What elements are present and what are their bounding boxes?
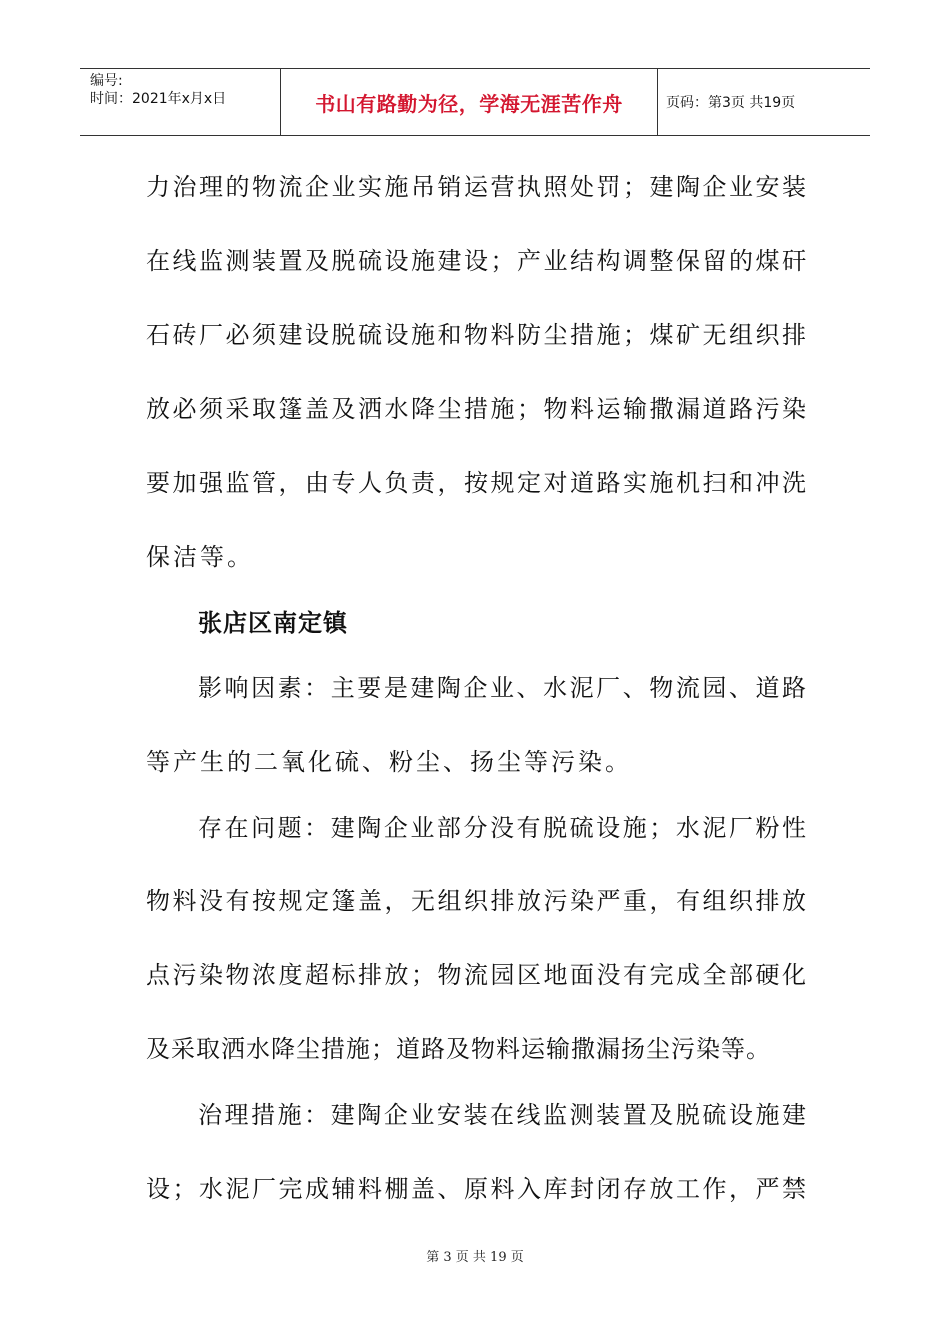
body-line: 保洁等。 [146,543,254,571]
page-footer: 第 3 页 共 19 页 [426,1250,524,1265]
body-line: 设；水泥厂完成辅料棚盖、原料入库封闭存放工作，严禁 [146,1175,806,1203]
body-line: 存在问题：建陶企业部分没有脱硫设施；水泥厂粉性 [198,814,806,842]
body-line: 力治理的物流企业实施吊销运营执照处罚；建陶企业安装 [146,173,806,201]
body-line: 石砖厂必须建设脱硫设施和物料防尘措施；煤矿无组织排 [146,321,806,349]
body-line: 等产生的二氧化硫、粉尘、扬尘等污染。 [146,748,632,776]
document-header [80,68,870,136]
body-line: 影响因素：主要是建陶企业、水泥厂、物流园、道路 [198,674,806,702]
body-line: 治理措施：建陶企业安装在线监测装置及脱硫设施建 [198,1101,806,1129]
body-line: 及采取洒水降尘措施；道路及物料运输撒漏扬尘污染等。 [146,1035,771,1063]
header-page-info: 页码：第3页 共19页 [666,95,796,111]
body-line: 在线监测装置及脱硫设施建设；产业结构调整保留的煤矸 [146,247,806,275]
header-meta [80,69,281,135]
section-heading: 张店区南定镇 [198,609,348,637]
body-line: 放必须采取篷盖及洒水降尘措施；物料运输撒漏道路污染 [146,395,806,423]
body-line: 点污染物浓度超标排放；物流园区地面没有完成全部硬化 [146,961,806,989]
document-date: 时间：2021年x月x日 [90,91,227,107]
body-line: 要加强监管，由专人负责，按规定对道路实施机扫和冲洗 [146,469,806,497]
document-number-label: 编号: [90,73,123,89]
body-line: 物料没有按规定篷盖，无组织排放污染严重，有组织排放 [146,887,806,915]
header-motto: 书山有路勤为径，学海无涯苦作舟 [281,69,658,135]
